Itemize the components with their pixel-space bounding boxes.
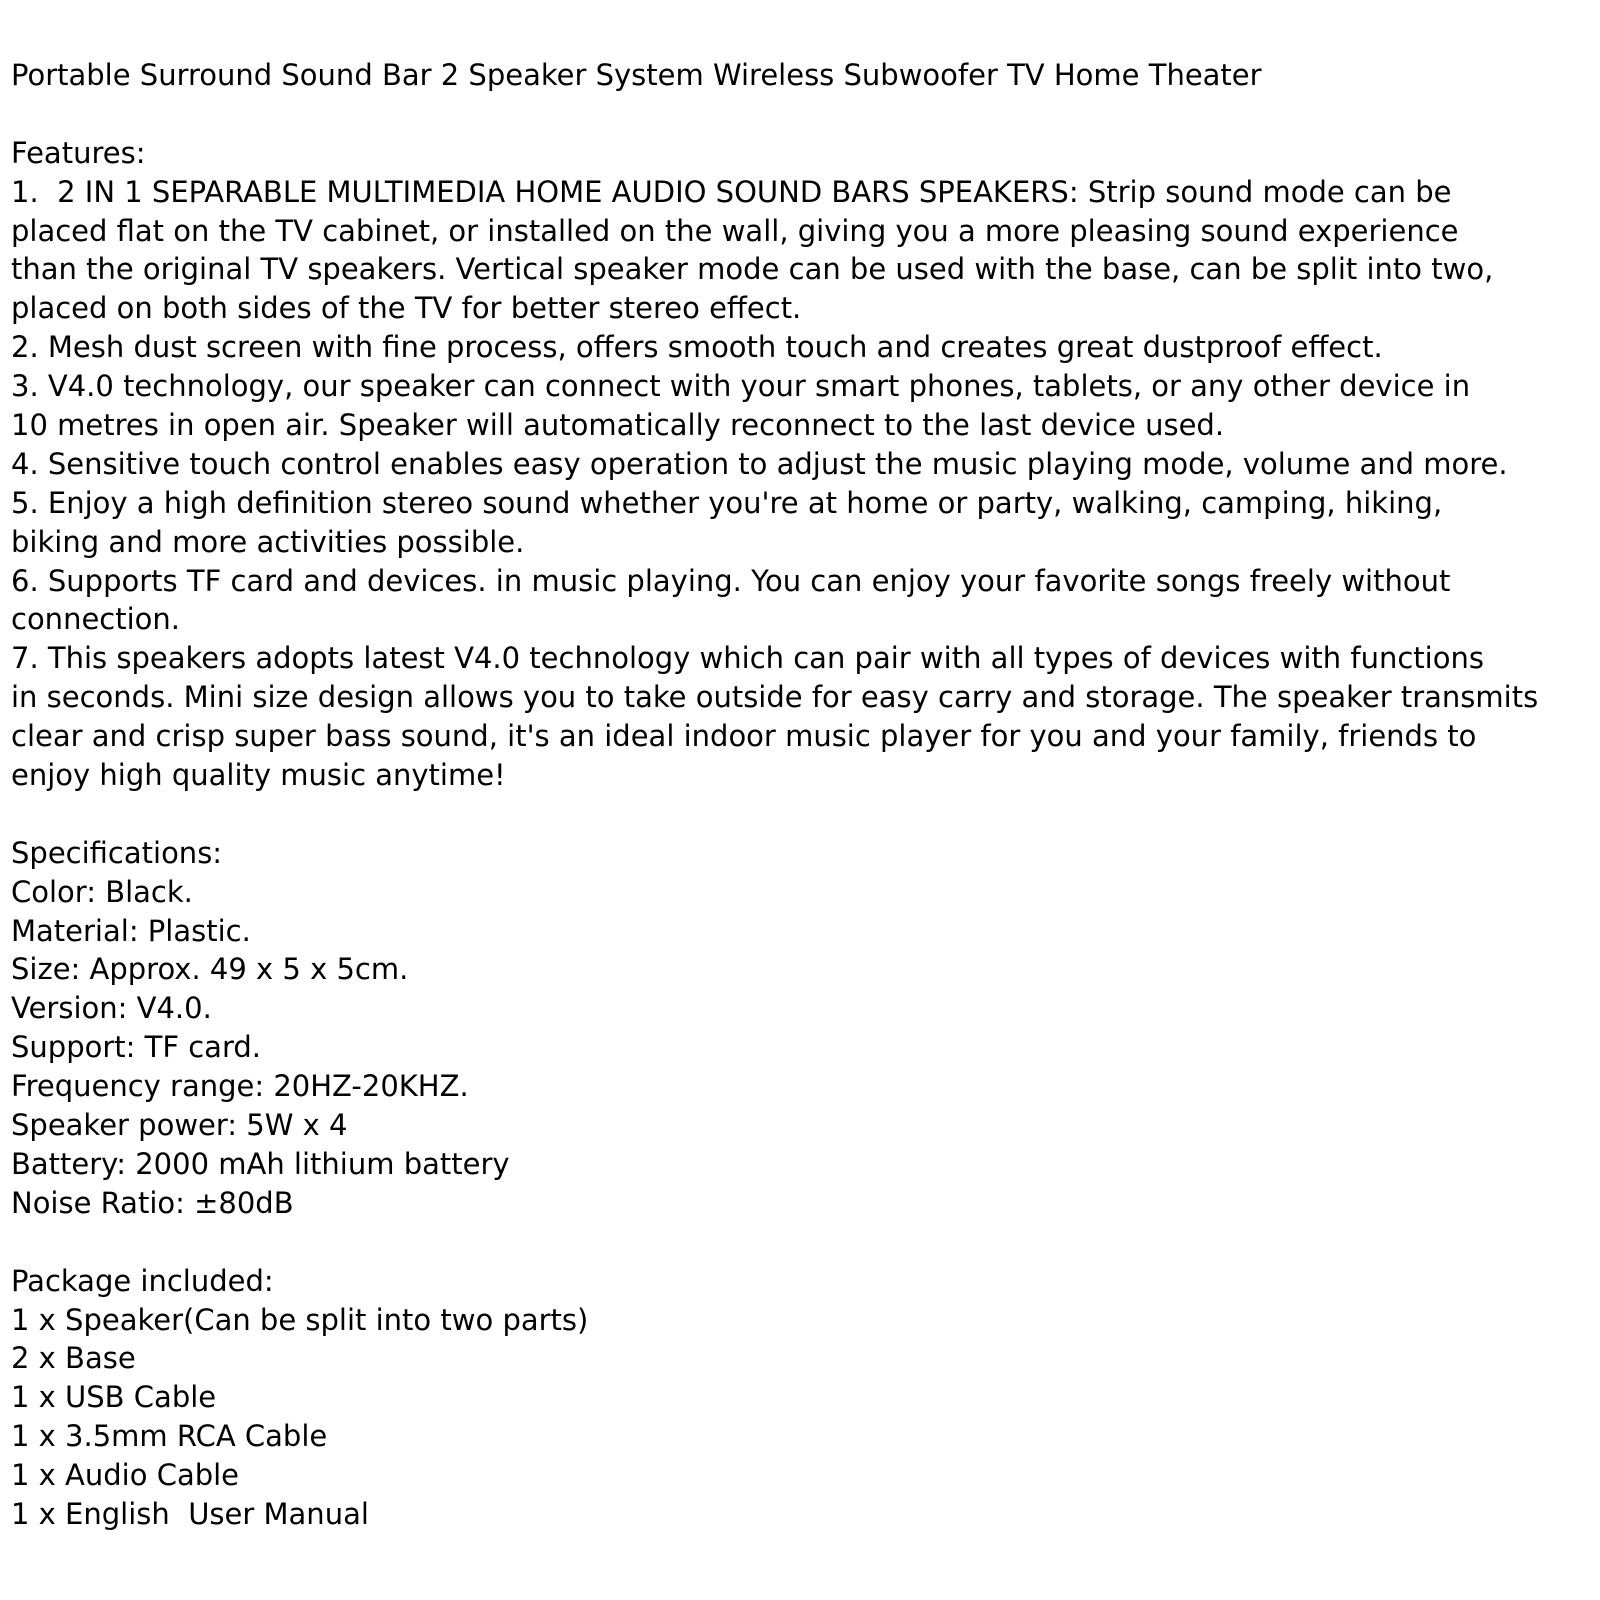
- product-description: [11, 56, 1591, 1534]
- feature-line: 1. 2 IN 1 SEPARABLE MULTIMEDIA HOME AUDIO SOUND BARS SPEAKERS: Strip sound mode can be: [11, 174, 1452, 209]
- feature-line: 3. V4.0 technology, our speaker can connect with your smart phones, tablets, or any other device in: [11, 369, 1471, 404]
- feature-line: placed flat on the TV cabinet, or installed on the wall, giving you a more pleasing sound experience: [11, 213, 1459, 248]
- spacer: [11, 795, 1591, 834]
- spec-line: Frequency range: 20HZ-20KHZ.: [11, 1069, 469, 1104]
- spec-line: Color: Black.: [11, 874, 193, 909]
- feature-line: in seconds. Mini size design allows you to take outside for easy carry and storage. The speaker transmits: [11, 680, 1539, 715]
- package-line: 1 x Audio Cable: [11, 1458, 240, 1493]
- spacer: [11, 1223, 1591, 1262]
- feature-line: 4. Sensitive touch control enables easy operation to adjust the music playing mode, volume and more.: [11, 446, 1508, 481]
- feature-line: placed on both sides of the TV for better stereo effect.: [11, 291, 802, 326]
- feature-line: 6. Supports TF card and devices. in music playing. You can enjoy your favorite songs freely without: [11, 563, 1451, 598]
- spec-line: Material: Plastic.: [11, 913, 251, 948]
- product-title: Portable Surround Sound Bar 2 Speaker System Wireless Subwoofer TV Home Theater: [11, 58, 1262, 92]
- spec-line: Battery: 2000 mAh lithium battery: [11, 1146, 510, 1181]
- feature-line: than the original TV speakers. Vertical speaker mode can be used with the base, can be split into two,: [11, 252, 1494, 287]
- spec-line: Speaker power: 5W x 4: [11, 1108, 348, 1143]
- package-line: 2 x Base: [11, 1341, 136, 1376]
- package-line: 1 x English User Manual: [11, 1496, 369, 1531]
- spec-line: Noise Ratio: ±80dB: [11, 1185, 294, 1220]
- spec-line: Support: TF card.: [11, 1030, 261, 1065]
- feature-line: 7. This speakers adopts latest V4.0 technology which can pair with all types of devices with functions: [11, 641, 1484, 676]
- feature-line: biking and more activities possible.: [11, 524, 525, 559]
- package-line: 1 x 3.5mm RCA Cable: [11, 1419, 328, 1454]
- spec-line: Size: Approx. 49 x 5 x 5cm.: [11, 952, 409, 987]
- package-line: 1 x USB Cable: [11, 1380, 217, 1415]
- feature-line: connection.: [11, 602, 181, 637]
- spec-line: Version: V4.0.: [11, 991, 212, 1026]
- feature-line: 10 metres in open air. Speaker will automatically reconnect to the last device used.: [11, 408, 1225, 443]
- feature-line: 5. Enjoy a high definition stereo sound whether you're at home or party, walking, camping, hiking,: [11, 485, 1443, 520]
- package-line: 1 x Speaker(Can be split into two parts): [11, 1302, 589, 1337]
- spacer: [11, 95, 1591, 134]
- package-heading: Package included:: [11, 1263, 274, 1298]
- feature-line: enjoy high quality music anytime!: [11, 758, 506, 793]
- specifications-heading: Specifications:: [11, 835, 223, 870]
- feature-line: 2. Mesh dust screen with fine process, offers smooth touch and creates great dustproof effect.: [11, 330, 1383, 365]
- feature-line: clear and crisp super bass sound, it's an ideal indoor music player for you and your family, friends to: [11, 719, 1477, 754]
- features-heading: Features:: [11, 135, 146, 170]
